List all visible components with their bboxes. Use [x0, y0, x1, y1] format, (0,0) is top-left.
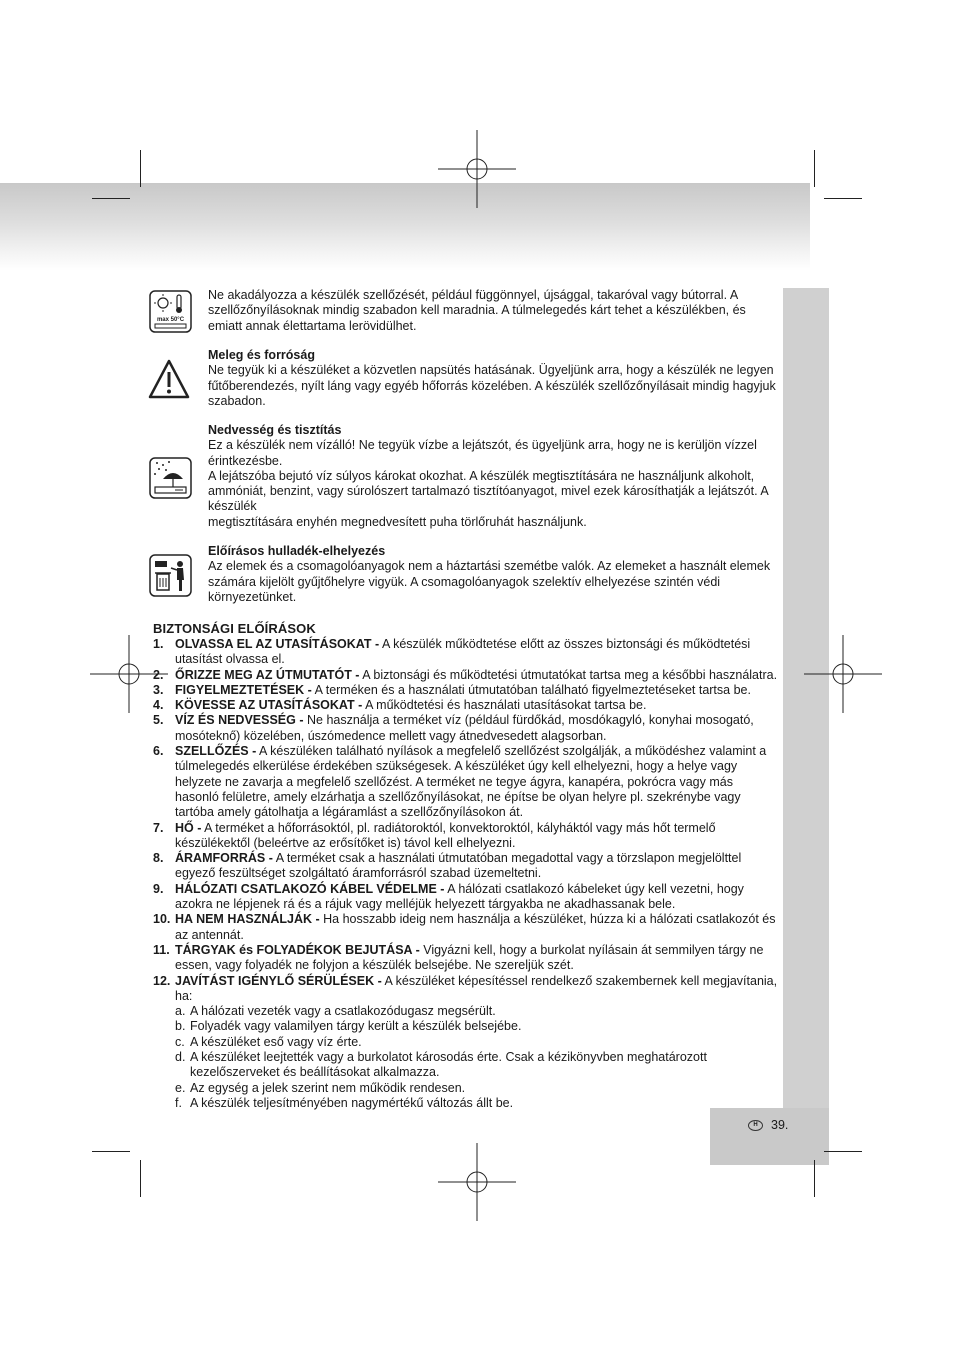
notice-ventilation — [208, 288, 778, 334]
sub-item — [153, 1019, 778, 1034]
item-text: A terméket csak a használati útmutatóban megadottal vagy a törzslapon megjelölttel egyező feszültséget szolgáltató áramforrásról szabad üzemeltetni. — [175, 851, 742, 881]
item-number: 4. — [153, 698, 164, 713]
item-heading: ŐRIZZE MEG AZ ÚTMUTATÓT - — [175, 667, 360, 682]
language-badge: H — [748, 1120, 763, 1131]
registration-mark-icon — [438, 1143, 516, 1221]
sub-item — [153, 1004, 778, 1019]
list-item — [153, 821, 778, 852]
notice-disposal — [208, 544, 778, 605]
item-heading: SZELLŐZÉS - — [175, 744, 257, 759]
sub-item — [153, 1081, 778, 1096]
max-temperature-label: max 50°C — [156, 317, 185, 323]
item-number: 7. — [153, 820, 164, 835]
crop-mark — [140, 1160, 141, 1197]
list-item — [153, 851, 778, 882]
warning-triangle-icon — [148, 358, 190, 400]
item-text: A készüléket képesítéssel rendelkező szakembernek kell megjavítania, ha: — [175, 973, 778, 1003]
item-text: A készülék működtetése előtt az összes biztonsági és működtetési utasítást olvassa el. — [175, 637, 751, 667]
notice-text: Ne akadályozza a készülék szellőzését, például függönnyel, újsággal, takaróval vagy bútorral. A szellőzőnyílásoknak mindig szabadon kell maradnia. A túlmelegedés kárt tehet a készülékben, és emiatt annak élettartama lerövidülhet. — [208, 288, 746, 333]
item-text: A terméken és a használati útmutatóban található figyelmeztetéseket tartsa be. — [311, 682, 751, 697]
list-item — [153, 744, 778, 820]
crop-mark — [824, 1151, 862, 1152]
sub-item-letter: a. — [175, 1004, 186, 1019]
notice-text: Az elemek és a csomagolóanyagok nem a háztartási szemétbe valók. Az elemeket a használt elemek számára kijelölt gyűjtőhelyre vigyük. A csomagolóanyagok szelektív elhelyezése szintén védi környezetünket. — [208, 559, 771, 604]
item-number: 5. — [153, 713, 164, 728]
item-number: 2. — [153, 667, 164, 682]
item-number: 10. — [153, 912, 171, 927]
item-number: 11. — [153, 942, 170, 957]
list-item — [153, 683, 778, 698]
item-text: Vigyázni kell, hogy a burkolat nyílásain át semmilyen tárgy ne essen, vagy folyadék ne folyjon a készülék belsejébe. Ne szereljük szét. — [175, 942, 764, 973]
item-heading: JAVÍTÁST IGÉNYLŐ SÉRÜLÉSEK - — [175, 973, 382, 988]
section-title: BIZTONSÁGI ELŐÍRÁSOK — [153, 621, 316, 636]
item-heading: ÁRAMFORRÁS - — [175, 851, 273, 866]
sub-item-letter: f. — [175, 1095, 182, 1110]
item-text: A terméket a hőforrásoktól, pl. radiátoroktól, konvektoroktól, kályháktól vagy más hőt termelő készülékektől (beleértve az erősítőket is) távol kell elhelyezni. — [175, 820, 716, 850]
list-item — [153, 974, 778, 1005]
crop-mark — [814, 150, 815, 187]
header-gradient-band — [0, 183, 810, 271]
item-text: A hálózati csatlakozó kábeleket úgy kell vezetni, hogy azokra ne lépjenek rá és a rájuk vagy melléjük helyezett tárgyakba ne akadhassanak bele. — [175, 881, 744, 912]
item-number: 9. — [153, 881, 164, 896]
item-heading: OLVASSA EL AZ UTASÍTÁSOKAT - — [175, 637, 380, 651]
page-number — [748, 1118, 788, 1132]
item-heading: TÁRGYAK és FOLYADÉKOK BEJUTÁSA - — [175, 942, 420, 957]
list-item — [153, 943, 778, 974]
list-item — [153, 698, 778, 713]
item-number: 8. — [153, 851, 164, 866]
list-item — [153, 882, 778, 913]
registration-mark-icon — [804, 635, 882, 713]
page-number-tab — [710, 1108, 829, 1165]
registration-mark-icon — [438, 130, 516, 208]
notice-heading: Meleg és forróság — [208, 348, 315, 362]
crop-mark — [814, 1160, 815, 1197]
sub-item-text: A hálózati vezeték vagy a csatlakozódugasz megsérült. — [190, 1004, 496, 1019]
item-heading: VÍZ ÉS NEDVESSÉG - — [175, 713, 304, 728]
crop-mark — [92, 1151, 130, 1152]
item-text: Ne használja a terméket víz (például fürdőkád, mosdókagyló, konyhai mosogató, mosóteknő) közelében, úszómedence mellett vagy átnedvesedett alagsorban. — [175, 713, 754, 743]
sub-item — [153, 1096, 778, 1111]
sub-item-text: A készüléket leejtették vagy a burkolatot károsodás érte. Csak a kézikönyvben meghatározott kezelőszerveket és beállításokat alkalmazza. — [190, 1050, 707, 1080]
sub-item — [153, 1035, 778, 1050]
notice-text: Ne tegyük ki a készüléket a közvetlen napsütés hatásának. Ügyeljünk arra, hogy a készülék ne legyen fűtőberendezés, nyílt láng vagy egyéb hőforrás közelében. A készülék szellőzőnyílásait mindig hagyjuk szabadon. — [208, 363, 776, 408]
item-heading: KÖVESSE AZ UTASÍTÁSOKAT - — [175, 698, 363, 713]
item-text: A működtetési és használati utasításokat tartsa be. — [362, 698, 647, 713]
item-text: A biztonsági és működtetési útmutatókat tartsa meg a későbbi használatra. — [359, 667, 778, 682]
item-number: 12. — [153, 973, 171, 988]
item-heading: HA NEM HASZNÁLJÁK - — [175, 912, 320, 927]
list-item — [153, 713, 778, 744]
notice-moisture — [208, 423, 778, 530]
sub-item-letter: d. — [175, 1050, 186, 1065]
item-text: A készüléken található nyílások a megfelelő szellőzést szolgálják, a működéshez valamint a túlmelegedés elkerülése érdekében szükségesek. A készüléket úgy kell elhelyezni, hogy a helye vagy helyzete ne zavarja a megfelelő szellőzést. A terméket ne tegye ágyra, kanapéra, pokrócra vagy más hasonló felületre, amely elzárhatja a szellőzőnyílásokat, ne építse be olyan helyre pl. szekrénybe vagy tartóba amely gátolhatja a légáramlást a szellőzőnyílásokon át. — [175, 744, 767, 820]
sub-item-text: Folyadék vagy valamilyen tárgy került a készülék belsejébe. — [190, 1019, 522, 1034]
notice-heat — [208, 348, 778, 409]
item-number: 1. — [153, 637, 164, 651]
item-heading: HÁLÓZATI CSATLAKOZÓ KÁBEL VÉDELME - — [175, 881, 445, 896]
rain-umbrella-icon — [149, 457, 192, 499]
notice-text: A lejátszóba bejutó víz súlyos károkat okozhat. A készülék megtisztítására ne használjunk alkoholt, ammóniát, benzint, vagy súrolószert tartalmazó tisztítóanyagot, mivel ezek károsíthatják a lejátszót. A készülék — [208, 468, 768, 514]
item-number: 6. — [153, 744, 164, 759]
sub-item-text: A készüléket eső vagy víz érte. — [190, 1034, 362, 1049]
list-item — [153, 668, 778, 683]
waste-disposal-icon — [149, 554, 192, 597]
list-item — [153, 637, 778, 668]
notice-heading: Nedvesség és tisztítás — [208, 423, 342, 437]
item-heading: HŐ - — [175, 820, 202, 835]
list-item — [153, 912, 778, 943]
item-text: Ha hosszabb ideig nem használja a készüléket, húzza ki a hálózati csatlakozót és az antennát. — [175, 912, 776, 942]
sub-item-letter: e. — [175, 1080, 186, 1095]
sub-item-text: Az egység a jelek szerint nem működik rendesen. — [190, 1080, 466, 1095]
sub-item-text: A készülék teljesítményében nagymértékű változás állt be. — [190, 1095, 514, 1110]
crop-mark — [140, 150, 141, 187]
page-number-text: 39. — [771, 1118, 789, 1132]
sub-item — [153, 1050, 778, 1081]
sub-item-letter: c. — [175, 1034, 185, 1049]
notice-text: Ez a készülék nem vízálló! Ne tegyük vízbe a lejátszót, és ügyeljünk arra, hogy ne is kerüljön vízzel érintkezésbe. — [208, 438, 757, 468]
safety-list — [153, 637, 778, 1111]
item-number: 3. — [153, 682, 164, 697]
crop-mark — [92, 198, 130, 199]
item-heading: FIGYELMEZTETÉSEK - — [175, 682, 312, 697]
sub-item-letter: b. — [175, 1019, 186, 1034]
max-temperature-icon — [149, 290, 192, 333]
notice-text: megtisztítására enyhén megnedvesített puha törlőruhát használjunk. — [208, 514, 587, 529]
notice-heading: Előírásos hulladék-elhelyezés — [208, 544, 386, 558]
crop-mark — [824, 198, 862, 199]
